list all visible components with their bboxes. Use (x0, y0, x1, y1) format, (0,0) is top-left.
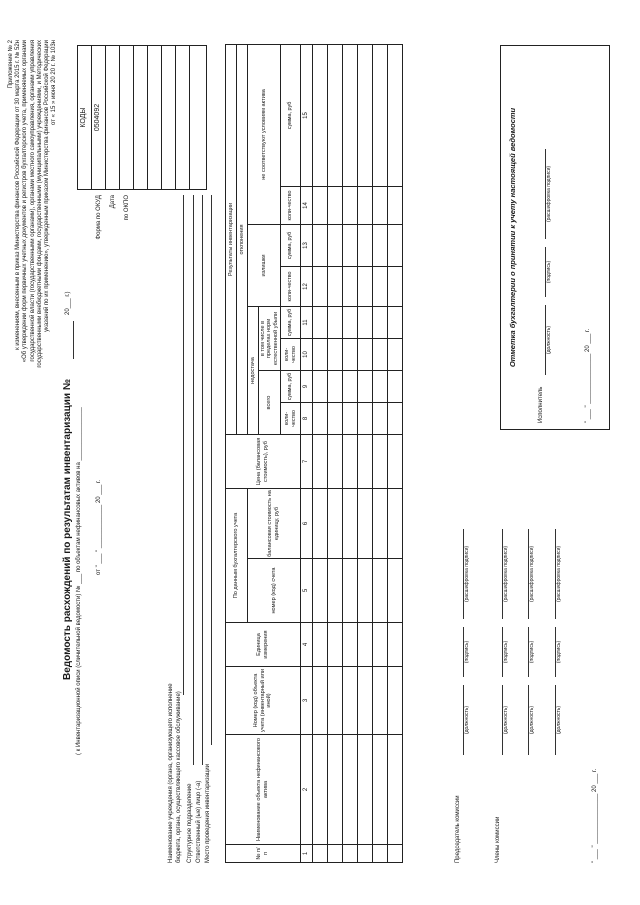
table-cell[interactable] (373, 44, 388, 186)
field-place: Место проведения инвентаризации (205, 763, 211, 863)
table-cell[interactable] (373, 559, 388, 623)
codes-divider (91, 45, 92, 190)
table-cell[interactable] (388, 44, 403, 186)
appendix-line-1: к изменениям, внесенным в приказ Министерства финансов Российской Федерации от 30 марта 2015 г. № 52н (15, 40, 22, 350)
table-cell[interactable] (313, 559, 328, 623)
header-unit: Единица измерения (226, 623, 301, 667)
table-cell[interactable] (328, 435, 343, 489)
column-number: 1 (301, 845, 313, 863)
table-cell[interactable] (373, 371, 388, 403)
table-cell[interactable] (373, 225, 388, 267)
field-responsible-line[interactable] (202, 195, 203, 765)
header-qty: коли-чество (281, 267, 301, 307)
table-cell[interactable] (328, 267, 343, 307)
table-cell[interactable] (358, 559, 373, 623)
codes-row-line (119, 45, 120, 190)
okud-label: Форма по ОКУД (96, 195, 102, 240)
codes-header: КОДЫ (80, 107, 87, 128)
table-cell[interactable] (328, 187, 343, 225)
table-row (358, 44, 373, 862)
table-cell[interactable] (358, 667, 373, 735)
table-cell[interactable] (343, 845, 358, 863)
title-date: 20___ г.) (65, 291, 71, 315)
appendix-line-4: государственными внебюджетными фондами, государственными (муниципальными) учреждениями, и Методических (36, 40, 43, 368)
table-cell[interactable] (373, 339, 388, 371)
column-number: 3 (301, 667, 313, 735)
appendix-line-2: «Об утверждении форм первичных учетных документов и регистров бухгалтерского учета, применяемых органами (22, 40, 29, 363)
caption-decoding: (расшифровка подписи) (503, 545, 509, 603)
table-cell[interactable] (343, 559, 358, 623)
table-cell[interactable] (358, 307, 373, 339)
date-label: Дата (110, 195, 116, 209)
table-cell[interactable] (313, 845, 328, 863)
appendix-line-3: государственной власти (государственными органами), органами местного самоуправления, органами управления (29, 40, 36, 362)
header-qty: коли-чество (281, 403, 301, 435)
table-row (373, 44, 388, 862)
table-cell[interactable] (358, 403, 373, 435)
table-cell[interactable] (373, 735, 388, 845)
table-cell[interactable] (388, 845, 403, 863)
table-cell[interactable] (388, 371, 403, 403)
table-cell[interactable] (373, 623, 388, 667)
table-cell[interactable] (313, 187, 328, 225)
table-cell[interactable] (328, 225, 343, 267)
column-number: 8 (301, 403, 313, 435)
codes-row-line (189, 45, 190, 190)
table-cell[interactable] (358, 44, 373, 186)
table-cell[interactable] (388, 403, 403, 435)
column-number: 5 (301, 559, 313, 623)
table-cell[interactable] (343, 187, 358, 225)
header-total: всего (259, 371, 281, 435)
field-institution-1: Наименование учреждения (органа, организующего исполнение (168, 683, 174, 863)
table-cell[interactable] (358, 267, 373, 307)
field-department: Структурное подразделение (187, 783, 193, 863)
table-cell[interactable] (373, 845, 388, 863)
header-name: Наименование объекта нефинансового актива (226, 735, 301, 845)
table-cell[interactable] (313, 435, 328, 489)
table-cell[interactable] (313, 44, 328, 186)
table-cell[interactable] (328, 403, 343, 435)
field-place-line[interactable] (211, 195, 212, 745)
column-number: 15 (301, 44, 313, 186)
caption-signature: (подпись) (529, 640, 535, 664)
caption-decoding: (расшифровка подписи) (464, 545, 470, 603)
codes-row-line (175, 45, 176, 190)
codes-row-line (147, 45, 148, 190)
table-cell[interactable] (388, 559, 403, 623)
caption-decoding: (расшифровка подписи) (546, 165, 552, 223)
caption-decoding: (расшифровка подписи) (529, 545, 535, 603)
table-cell[interactable] (358, 339, 373, 371)
field-institution-2: бюджета, органа, осуществляющего кассовое обслуживание) (176, 691, 182, 863)
table-cell[interactable] (358, 845, 373, 863)
discrepancy-table (225, 44, 403, 863)
caption-position: (должность) (556, 705, 562, 735)
table-cell[interactable] (388, 489, 403, 559)
members-label: Члены комиссии (495, 816, 501, 863)
header-sum: сумма, руб (281, 371, 301, 403)
caption-signature: (подпись) (556, 640, 562, 664)
column-number: 14 (301, 187, 313, 225)
table-cell[interactable] (358, 225, 373, 267)
table-cell[interactable] (328, 667, 343, 735)
column-number: 10 (301, 339, 313, 371)
okpo-label: по ОКПО (124, 195, 130, 221)
table-cell[interactable] (388, 187, 403, 225)
caption-position: (должность) (503, 705, 509, 735)
caption-position: (должность) (464, 705, 470, 735)
caption-position: (должность) (529, 705, 535, 735)
table-cell[interactable] (313, 307, 328, 339)
table-cell[interactable] (388, 339, 403, 371)
header-surplus: излишки (248, 225, 281, 307)
caption-position: (должность) (546, 325, 552, 355)
table-cell[interactable] (343, 339, 358, 371)
table-cell[interactable] (358, 489, 373, 559)
table-cell[interactable] (313, 371, 328, 403)
table-cell[interactable] (373, 667, 388, 735)
table-cell[interactable] (343, 735, 358, 845)
table-cell[interactable] (343, 667, 358, 735)
header-qty: коли-чество (281, 339, 301, 371)
caption-signature: (подпись) (503, 640, 509, 664)
table-cell[interactable] (388, 667, 403, 735)
header-account-number: номер (код) счета (248, 559, 301, 623)
table-row (328, 44, 343, 862)
header-qty: коли-чество (281, 187, 301, 225)
column-number: 12 (301, 267, 313, 307)
commission-date: " ___ " _______________ 20 ___ г. (592, 768, 598, 863)
executor-label: Исполнитель (538, 386, 544, 423)
header-mismatch: не соответствуют условиям актива (248, 44, 281, 224)
table-cell[interactable] (328, 845, 343, 863)
caption-signature: (подпись) (464, 640, 470, 664)
table-cell[interactable] (388, 735, 403, 845)
header-sum: сумма, руб (281, 307, 301, 339)
table-cell[interactable] (373, 435, 388, 489)
okud-code: 0504092 (94, 103, 101, 132)
table-cell[interactable] (388, 435, 403, 489)
table-cell[interactable] (343, 307, 358, 339)
codes-row-line (133, 45, 134, 190)
codes-row-line (105, 45, 106, 190)
table-cell[interactable] (388, 267, 403, 307)
table-cell[interactable] (328, 559, 343, 623)
form-subtitle: ( к Инвентаризационной описи (сличительной ведомости) № ___ по объектам нефинансовых активов на ________________ (76, 407, 82, 755)
header-balance-value: балансовая стоимость на единицу, руб (248, 489, 301, 559)
table-cell[interactable] (328, 735, 343, 845)
header-sum: сумма, руб (281, 225, 301, 267)
column-number: 6 (301, 489, 313, 559)
table-cell[interactable] (388, 225, 403, 267)
accounting-date: " ___ " _______________ 20 ___ г. (585, 328, 591, 423)
table-cell[interactable] (388, 307, 403, 339)
field-institution-line[interactable] (183, 195, 184, 695)
column-number: 13 (301, 225, 313, 267)
table-cell[interactable] (388, 623, 403, 667)
accounting-mark-title: Отметка бухгалтерии о принятии к учету настоящей ведомости (508, 107, 517, 368)
table-cell[interactable] (343, 225, 358, 267)
appendix-block (8, 40, 58, 600)
table-cell[interactable] (373, 187, 388, 225)
caption-signature: (подпись) (546, 260, 552, 284)
table-row (388, 44, 403, 862)
table-cell[interactable] (373, 403, 388, 435)
column-number: 4 (301, 623, 313, 667)
table-cell[interactable] (343, 44, 358, 186)
table-cell[interactable] (358, 623, 373, 667)
table-row (313, 44, 328, 862)
table-cell[interactable] (313, 267, 328, 307)
table-cell[interactable] (313, 667, 328, 735)
table-cell[interactable] (343, 623, 358, 667)
table-cell[interactable] (358, 371, 373, 403)
header-inventory-number: Номер (код) объекта учета (инвентарный или иной) (226, 667, 301, 735)
header-accounting: По данным бухгалтерского учета (226, 489, 248, 623)
header-results: Результаты инвентаризации (226, 44, 237, 434)
table-cell[interactable] (313, 489, 328, 559)
table-cell[interactable] (328, 371, 343, 403)
table-cell[interactable] (343, 371, 358, 403)
field-department-line[interactable] (193, 195, 194, 765)
header-shortage: недостача (248, 307, 259, 435)
appendix-line-5: указаний по их применению», утвержденным приказом Министерства финансов Российской Федерации (44, 40, 51, 332)
field-responsible: Ответственный (ые) лицо (-а) (196, 780, 202, 863)
form-date-line: от " ___ " _____________ 20 ___ г. (96, 479, 102, 575)
header-no: № п/п (226, 845, 301, 863)
table-cell[interactable] (358, 735, 373, 845)
table-cell[interactable] (343, 435, 358, 489)
table-cell[interactable] (313, 735, 328, 845)
header-natural-loss: в том числе в пределах норм естественной убыли (259, 307, 281, 371)
caption-decoding: (расшифровка подписи) (556, 545, 562, 603)
table-cell[interactable] (373, 307, 388, 339)
table-cell[interactable] (328, 307, 343, 339)
table-cell[interactable] (373, 489, 388, 559)
table-cell[interactable] (328, 44, 343, 186)
column-number: 2 (301, 735, 313, 845)
table-cell[interactable] (343, 267, 358, 307)
table-cell[interactable] (343, 403, 358, 435)
table-cell[interactable] (313, 403, 328, 435)
table-cell[interactable] (373, 267, 388, 307)
form-title: Ведомость расхождений по результатам инвентаризации № (62, 379, 73, 680)
column-number: 9 (301, 371, 313, 403)
table-cell[interactable] (358, 187, 373, 225)
column-number: 11 (301, 307, 313, 339)
table-row (343, 44, 358, 862)
appendix-title: Приложение № 2 (8, 40, 14, 89)
table-cell[interactable] (313, 623, 328, 667)
header-deviations: отклонения (237, 44, 248, 434)
appendix-line-6: от « 15 » июня 20 20 г. № 103н (51, 40, 58, 125)
table-cell[interactable] (313, 339, 328, 371)
chair-label: Председатель комиссии (455, 795, 461, 863)
table-cell[interactable] (313, 225, 328, 267)
table-cell[interactable] (343, 489, 358, 559)
table-cell[interactable] (328, 489, 343, 559)
table-cell[interactable] (328, 339, 343, 371)
table-cell[interactable] (358, 435, 373, 489)
header-sum: сумма, руб (281, 44, 301, 186)
table-cell[interactable] (328, 623, 343, 667)
header-price: Цена (балансовая стоимость), руб (226, 435, 301, 489)
title-number-line (73, 321, 74, 359)
column-number: 7 (301, 435, 313, 489)
codes-row-line (161, 45, 162, 190)
